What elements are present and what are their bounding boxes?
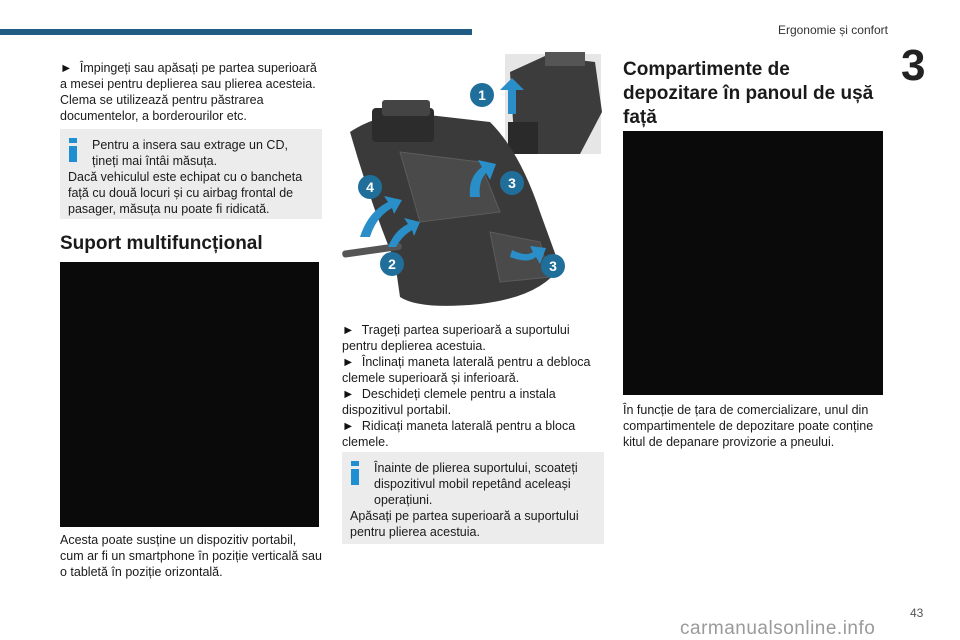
svg-text:3: 3 — [508, 175, 516, 191]
section-title: Ergonomie și confort — [777, 23, 888, 37]
col1-para2: Clema se utilizează pentru păstrarea documentelor, a borderourilor etc. — [60, 93, 264, 123]
col2-steps — [342, 322, 604, 450]
callout-2 — [380, 252, 404, 276]
info-box-1 — [60, 129, 322, 219]
watermark: carmanualsonline.info — [680, 618, 876, 639]
heading-compartimente: Compartimente de depozitare în panoul de ușă față — [623, 59, 874, 128]
info-icon — [69, 138, 77, 162]
page-number: 43 — [910, 606, 924, 620]
top-accent-bar — [0, 29, 472, 35]
info2-line1: Înainte de plierea suportului, scoateți dispozitivul mobil repetând aceleași operațiuni. — [374, 461, 578, 507]
col1-text — [60, 60, 322, 124]
info1-line2: Dacă vehiculul este echipat cu o bancheta față cu două locuri și cu airbag frontal de pasager, măsuța nu poate fi ridicată. — [68, 170, 303, 216]
col1-caption: Acesta poate susține un dispozitiv portabil, cum ar fi un smartphone în poziție verticală sau o tabletă în poziție orizontală. — [60, 533, 322, 579]
step-2: ► Înclinați maneta laterală pentru a debloca clemele superioară și inferioară. — [342, 355, 591, 385]
photo-support — [60, 262, 319, 527]
info-box-2 — [342, 452, 604, 544]
step-3: ► Deschideți clemele pentru a instala dispozitivul portabil. — [342, 387, 556, 417]
info2-line2: Apăsați pe partea superioară a suportului pentru plierea acestuia. — [350, 509, 579, 539]
support-illustration — [340, 52, 604, 312]
chapter-number: 3 — [901, 41, 926, 90]
svg-text:3: 3 — [549, 258, 557, 274]
bullet-arrow-icon: ► — [60, 61, 73, 75]
info-icon — [351, 461, 359, 485]
svg-text:2: 2 — [388, 256, 396, 272]
col1-para1: ► Împingeți sau apăsați pe partea superioară a mesei pentru deplierea sau plierea acesteia. — [60, 61, 317, 91]
heading-suport: Suport multifuncțional — [60, 233, 263, 254]
callout-4 — [358, 175, 382, 199]
callout-3-bottom — [541, 254, 565, 278]
photo-door-panel — [623, 131, 883, 395]
inset-dashboard — [508, 122, 538, 154]
callout-3-top — [500, 171, 524, 195]
top-clamp-cap — [382, 100, 430, 116]
info1-line1: Pentru a insera sau extrage un CD, țineți mai întâi măsuța. — [92, 138, 288, 168]
svg-text:1: 1 — [478, 87, 486, 103]
inset-top-clip — [545, 52, 585, 66]
step-4: ► Ridicați maneta laterală pentru a bloca clemele. — [342, 419, 576, 449]
callout-1 — [470, 83, 494, 107]
step-1: ► Trageți partea superioară a suportului pentru deplierea acestuia. — [342, 323, 570, 353]
svg-text:4: 4 — [366, 179, 374, 195]
col3-caption: În funcție de țara de comercializare, unul din compartimentele de depozitare poate conține kitul de depanare provizorie a pneului. — [623, 403, 874, 449]
